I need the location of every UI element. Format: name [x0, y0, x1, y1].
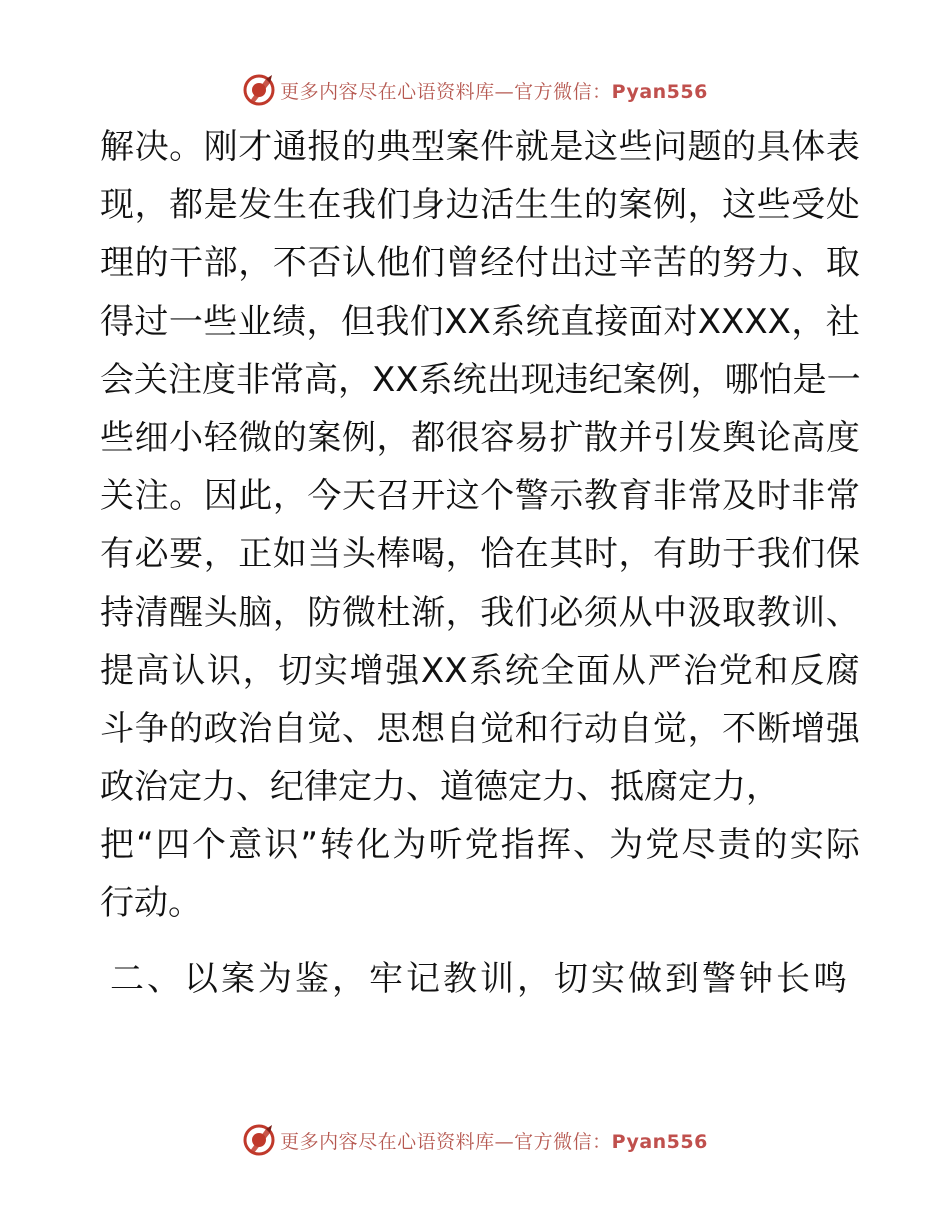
text-line: 解 决 。 刚 才 通 报 的 典 型 案 件 就 是 这 些 问 题 的 具 体 表	[100, 127, 860, 167]
text-line: 关 注 。 因 此 ， 今 天 召 开 这 个 警 示 教 育 非 常 及 时 非 常	[100, 476, 860, 517]
text-line: 理 的 干 部 ， 不 否 认 他 们 曾 经 付 出 过 辛 苦 的 努 力 、 取	[100, 243, 860, 284]
section-heading: 二、以案为鉴，牢记教训，切实做到警钟长鸣	[110, 959, 850, 999]
banner-main-text: 更多内容尽在心语资料库	[280, 80, 495, 103]
banner-text	[280, 77, 708, 104]
logo-icon	[242, 1123, 276, 1157]
banner-official-text: 官方微信：	[514, 1130, 612, 1153]
text-line: 提 高 认 识 ， 切 实 增 强 XX 系 统 全 面 从 严 治 党 和 反 腐	[100, 650, 860, 691]
text-line: 些 细 小 轻 微 的 案 例 ， 都 很 容 易 扩 散 并 引 发 舆 论 高 度	[100, 417, 860, 458]
text-line: 把 “ 四 个 意 识 ” 转 化 为 听 党 指 挥 、 为 党 尽 责 的 实 际	[100, 825, 860, 866]
text-line: 有 必 要 ， 正 如 当 头 棒 喝 ， 恰 在 其 时 ， 有 助 于 我 们 保	[100, 534, 860, 575]
header-banner	[0, 70, 950, 110]
logo-icon	[242, 73, 276, 107]
banner-main-text: 更多内容尽在心语资料库	[280, 1130, 495, 1153]
footer-banner	[0, 1120, 950, 1160]
banner-wechat-id: Pyan556	[611, 80, 708, 103]
text-line: 持 清 醒 头 脑 ， 防 微 杜 渐 ， 我 们 必 须 从 中 汲 取 教 训 、	[100, 592, 860, 633]
text-line: 会 关 注 度 非 常 高 ， XX 系 统 出 现 违 纪 案 例 ， 哪 怕 是 一	[100, 359, 861, 400]
text-line: 得 过 一 些 业 绩 ， 但 我 们 XX 系 统 直 接 面 对 XXXX ， 社	[100, 301, 860, 342]
banner-separator: —	[494, 1130, 515, 1153]
text-line: 政治定力、纪律定力、道德定力、抵腐定力，	[100, 767, 780, 808]
text-line: 行动。	[100, 883, 202, 924]
banner-official-text: 官方微信：	[514, 80, 612, 103]
banner-text	[280, 1127, 708, 1154]
banner-wechat-id: Pyan556	[611, 1130, 708, 1153]
banner-separator: —	[494, 80, 515, 103]
text-line: 斗 争 的 政 治 自 觉 、 思 想 自 觉 和 行 动 自 觉 ， 不 断 增 强	[100, 708, 860, 749]
text-line: 现 ， 都 是 发 生 在 我 们 身 边 活 生 生 的 案 例 ， 这 些 受 处	[100, 185, 860, 226]
body-paragraph	[100, 118, 860, 933]
